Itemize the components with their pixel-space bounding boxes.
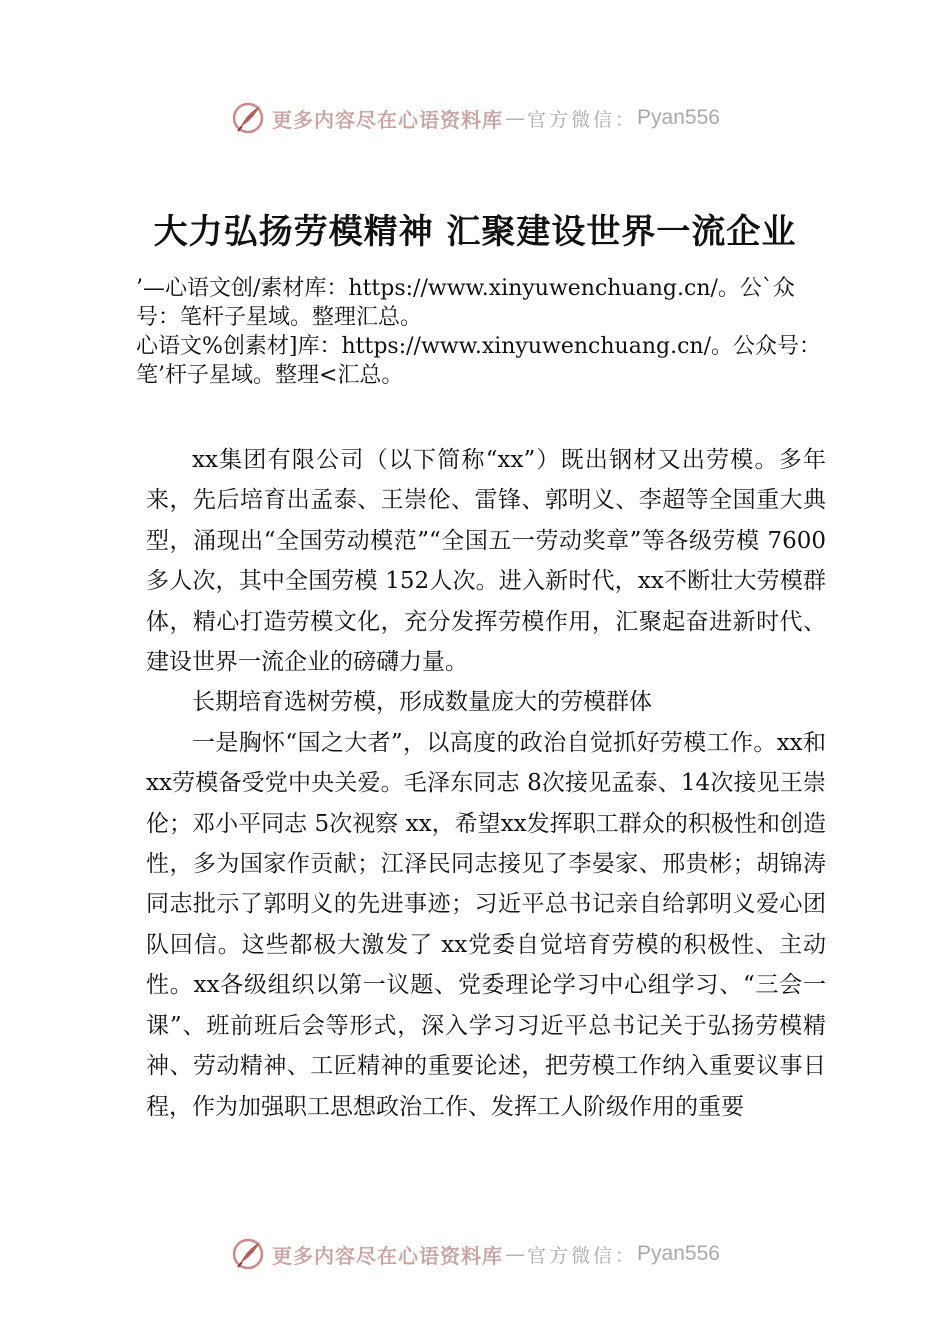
watermark-wechat-id: Pyan556	[637, 1242, 720, 1265]
footer-watermark	[0, 1232, 950, 1276]
watermark-dash: —	[505, 106, 526, 130]
watermark-wechat-id: Pyan556	[637, 106, 720, 129]
body-paragraph: 一是胸怀“国之大者”，以高度的政治自觉抓好劳模工作。xx和 xx劳模备受党中央关爱。毛泽东同志 8次接见孟泰、14次接见王崇伦；邓小平同志 5次视察 xx，希望xx发挥职工群众的积极性和创造性，多为国家作贡献；江泽民同志接见了李晏家、邢贵彬；胡锦涛同志批示了郭明义的先进事迹；习近平总书记亲自给郭明义爱心团队回信。这些都极大激发了 xx党委自觉培育劳模的积极性、主动性。xx各级组织以第一议题、党委理论学习中心组学习、“三会一课”、班前班后会等形式，深入学习习近平总书记关于弘扬劳模精神、劳动精神、工匠精神的重要论述，把劳模工作纳入重要议事日程，作为加强职工思想政治工作、发挥工人阶级作用的重要	[146, 729, 826, 1120]
watermark-main-text: 更多内容尽在心语资料库	[272, 1243, 504, 1268]
watermark-wechat-label: 官方微信：	[527, 108, 638, 131]
body-paragraph: xx集团有限公司（以下简称“xx”）既出钢材又出劳模。多年来，先后培育出孟泰、王崇伦、雷锋、郭明义、李超等全国重大典型，涌现出“全国劳动模范”“全国五一劳动奖章”等各级劳模 7600多人次，其中全国劳模 152人次。进入新时代，xx不断壮大劳模群体，精心打造劳模文化，充分发挥劳模作用，汇聚起奋进新时代、建设世界一流企业的磅礴力量。	[146, 447, 826, 676]
watermark-dash: —	[505, 1242, 526, 1266]
source-note-line: 心语文%创素材]库：https://www.xinyuwenchuang.cn/。公众号：笔’杆子星域。整理<汇总。	[136, 334, 821, 388]
quill-logo-icon	[230, 100, 266, 136]
source-notes	[136, 274, 836, 390]
source-note-line: ’—心语文创/素材库：https://www.xinyuwenchuang.cn/。公`众号：笔杆子星域。整理汇总。	[136, 276, 795, 330]
watermark-main-text: 更多内容尽在心语资料库	[272, 107, 504, 132]
document-title: 大力弘扬劳模精神 汇聚建设世界一流企业	[153, 212, 797, 252]
watermark-wechat-label: 官方微信：	[527, 1244, 638, 1267]
header-watermark	[0, 96, 950, 140]
quill-logo-icon	[230, 1236, 266, 1272]
document-body	[146, 440, 826, 1127]
section-heading: 长期培育选树劳模，形成数量庞大的劳模群体	[192, 689, 652, 716]
